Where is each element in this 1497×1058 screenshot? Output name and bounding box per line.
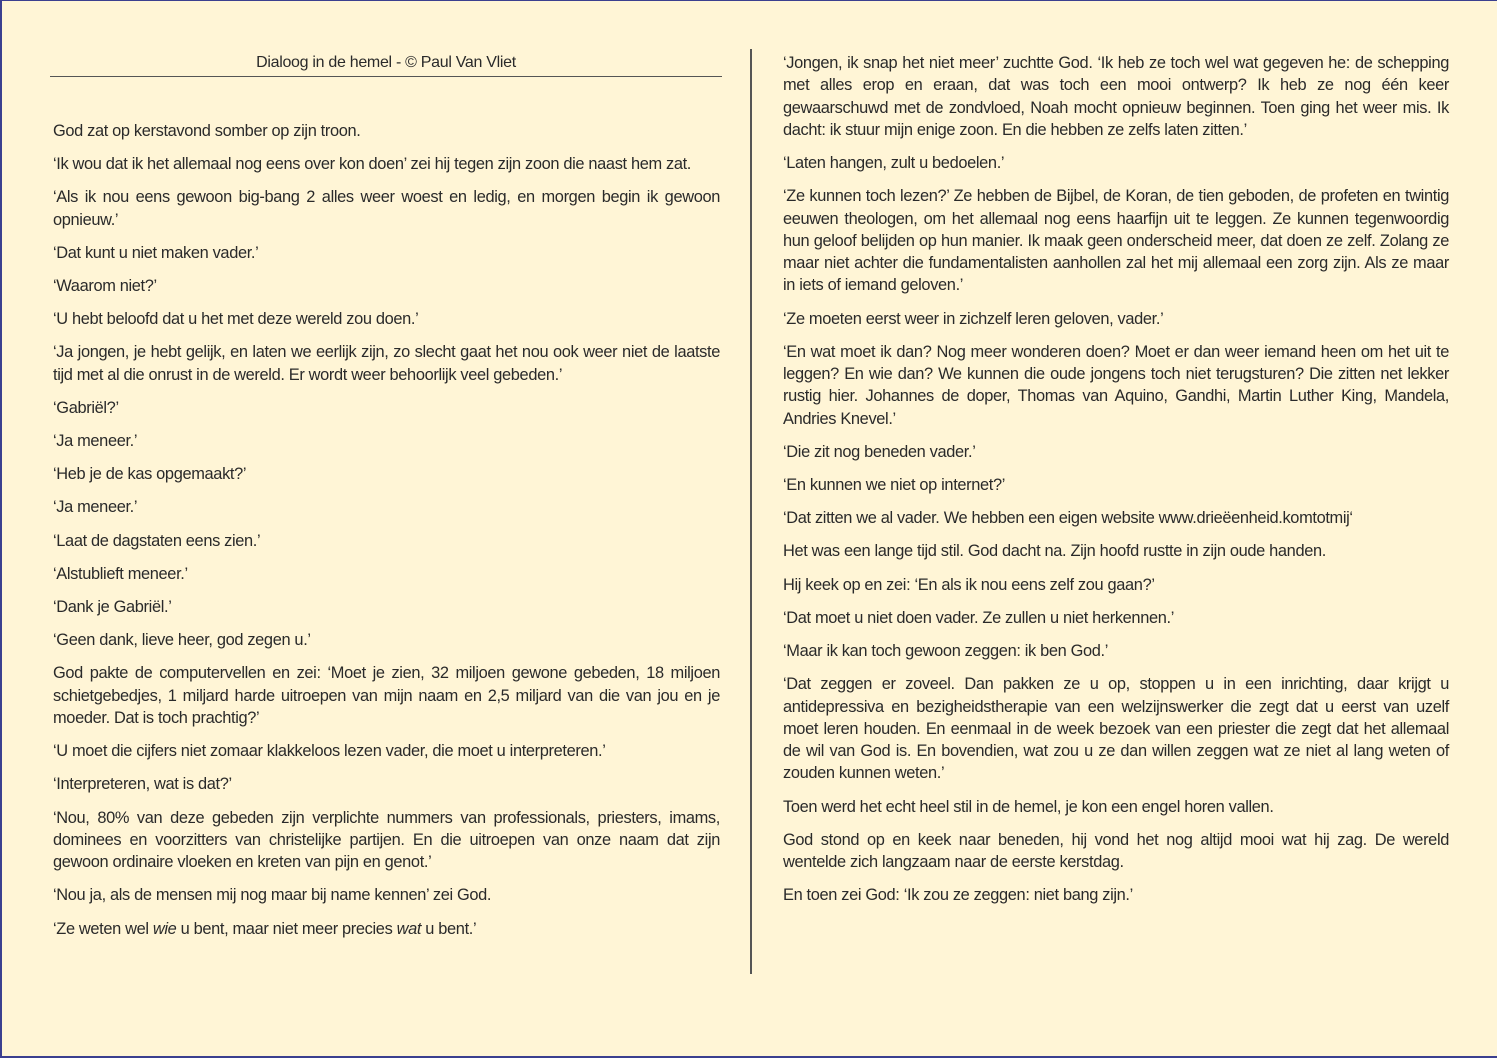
paragraph: ‘Die zit nog beneden vader.’ [783,442,976,461]
paragraph: ‘En kunnen we niet op internet?’ [783,476,1006,495]
paragraph: God pakte de computervellen en zei: ‘Moet je zien, 32 miljoen gewone gebeden, 18 miljoen schietgebedjes, 1 miljard harde uitroepen van mijn naam en 2,5 miljard van die van jou en je moeder. Dat is toch prachtig?’ [53,664,720,727]
paragraph: ‘Dat zitten we al vader. We hebben een eigen website www.drieëenheid.komtotmij‘ [783,509,1353,528]
emphasis-wie: wie [152,919,177,938]
paragraph: ‘Ja meneer.’ [53,432,138,451]
paragraph: ‘Alstublieft meneer.’ [53,564,188,583]
paragraph: ‘En wat moet ik dan? Nog meer wonderen doen? Moet er dan weer iemand heen om het uit te leggen? En wie dan? We kunnen die oude jongens toch niet terugsturen? Die zitten net lekker rustig hier. Johannes de doper, Thomas van Aquino, Gandhi, Martin Luther King, Mandela, Andries Knevel.’ [783,342,1449,428]
text-segment: u bent, maar niet meer precies [176,919,397,938]
page-title: Dialoog in de hemel - © Paul Van Vliet [50,51,722,77]
paragraph: ‘U moet die cijfers niet zomaar klakkeloos lezen vader, die moet u interpreteren.’ [53,742,606,761]
paragraph: ‘Ik wou dat ik het allemaal nog eens over kon doen’ zei hij tegen zijn zoon die naast hem zat. [53,155,692,174]
paragraph: ‘Dank je Gabriël.’ [53,598,172,617]
paragraph-last [53,918,720,940]
column-divider [750,49,752,974]
paragraph: ‘Laat de dagstaten eens zien.’ [53,531,261,550]
paragraph: ‘U hebt beloofd dat u het met deze wereld zou doen.’ [53,310,419,329]
paragraph: ‘Ja jongen, je hebt gelijk, en laten we eerlijk zijn, zo slecht gaat het nou ook weer niet de laatste tijd met al die onrust in de wereld. Er wordt weer behoorlijk veel gebeden.’ [53,343,720,384]
paragraph: Hij keek op en zei: ‘En als ik nou eens zelf zou gaan?’ [783,575,1155,594]
paragraph: ‘Ze kunnen toch lezen?’ Ze hebben de Bijbel, de Koran, de tien geboden, de profeten en twintig eeuwen theologen, om het allemaal nog eens haarfijn uit te leggen. Ze kunnen tegenwoordig hun geloof belijden op hun manier. Ik maak geen onderscheid meer, dat doen ze zelf. Zolang ze maar niet achter die fundamentalisten aanhollen zal het mij allemaal een zorg zijn. Als ze maar in iets of iemand geloven.’ [783,187,1449,295]
paragraph: God stond op en keek naar beneden, hij vond het nog altijd mooi wat hij zag. De wereld wentelde zich langzaam naar de eerste kerstdag. [783,830,1449,872]
paragraph: ‘Als ik nou eens gewoon big-bang 2 alles weer woest en ledig, en morgen begin ik gewoon opnieuw.’ [53,188,720,229]
paragraph: ‘Ze moeten eerst weer in zichzelf leren geloven, vader.’ [783,309,1164,328]
paragraph: ‘Waarom niet?’ [53,277,157,296]
paragraph: ‘Ja meneer.’ [53,498,138,517]
paragraph: ‘Nou ja, als de mensen mij nog maar bij name kennen’ zei God. [53,886,492,905]
right-column [783,52,1449,917]
emphasis-wat: wat [396,919,422,938]
paragraph: ‘Laten hangen, zult u bedoelen.’ [783,154,1005,173]
paragraph: God zat op kerstavond somber op zijn troon. [53,122,361,140]
paragraph: ‘Dat zeggen er zoveel. Dan pakken ze u op, stoppen u in een inrichting, daar krijgt u antidepressiva en bezigheidstherapie van een welzijnswerker die zegt dat u eerst van uzelf moet leren houden. En eenmaal in de week bezoek van een priester die zegt dat het allemaal de wil van God is. En bovendien, wat zou u ze dan willen zeggen wat ze niet al lang weten of zouden kunnen weten.’ [783,675,1449,783]
paragraph: ‘Dat moet u niet doen vader. Ze zullen u niet herkennen.’ [783,608,1174,627]
paragraph: ‘Geen dank, lieve heer, god zegen u.’ [53,631,311,650]
paragraph: ‘Interpreteren, wat is dat?’ [53,775,232,794]
paragraph: ‘Jongen, ik snap het niet meer’ zuchtte God. ‘Ik heb ze toch wel wat gegeven he: de schepping met alles erop en eraan, dat was toch een mooi ontwerp? Ik heb ze nog één keer gewaarschuwd met de zondvloed, Noah mocht opnieuw beginnen. Toen ging het weer mis. Ik dacht: ik stuur mijn enige zoon. En die hebben ze zelfs laten zitten.’ [783,54,1449,139]
text-segment: ‘Ze weten wel [53,919,153,938]
paragraph: ‘Gabriël?’ [53,398,119,417]
text-segment: u bent.’ [421,919,477,938]
paragraph: Toen werd het echt heel stil in de hemel, je kon een engel horen vallen. [783,797,1274,816]
paragraph: ‘Maar ik kan toch gewoon zeggen: ik ben God.’ [783,642,1109,661]
paragraph: ‘Heb je de kas opgemaakt?’ [53,465,247,484]
left-column [53,120,720,951]
paragraph: Het was een lange tijd stil. God dacht na. Zijn hoofd rustte in zijn oude handen. [783,542,1326,561]
paragraph: ‘Dat kunt u niet maken vader.’ [53,243,259,262]
paragraph: En toen zei God: ‘Ik zou ze zeggen: niet bang zijn.’ [783,886,1133,905]
paragraph: ‘Nou, 80% van deze gebeden zijn verplichte nummers van professionals, priesters, imams, dominees en voorzitters van christelijke partijen. En die uitroepen van onze naam dat zijn gewoon ordinaire vloeken en kreten van pijn en genot.’ [53,808,720,872]
